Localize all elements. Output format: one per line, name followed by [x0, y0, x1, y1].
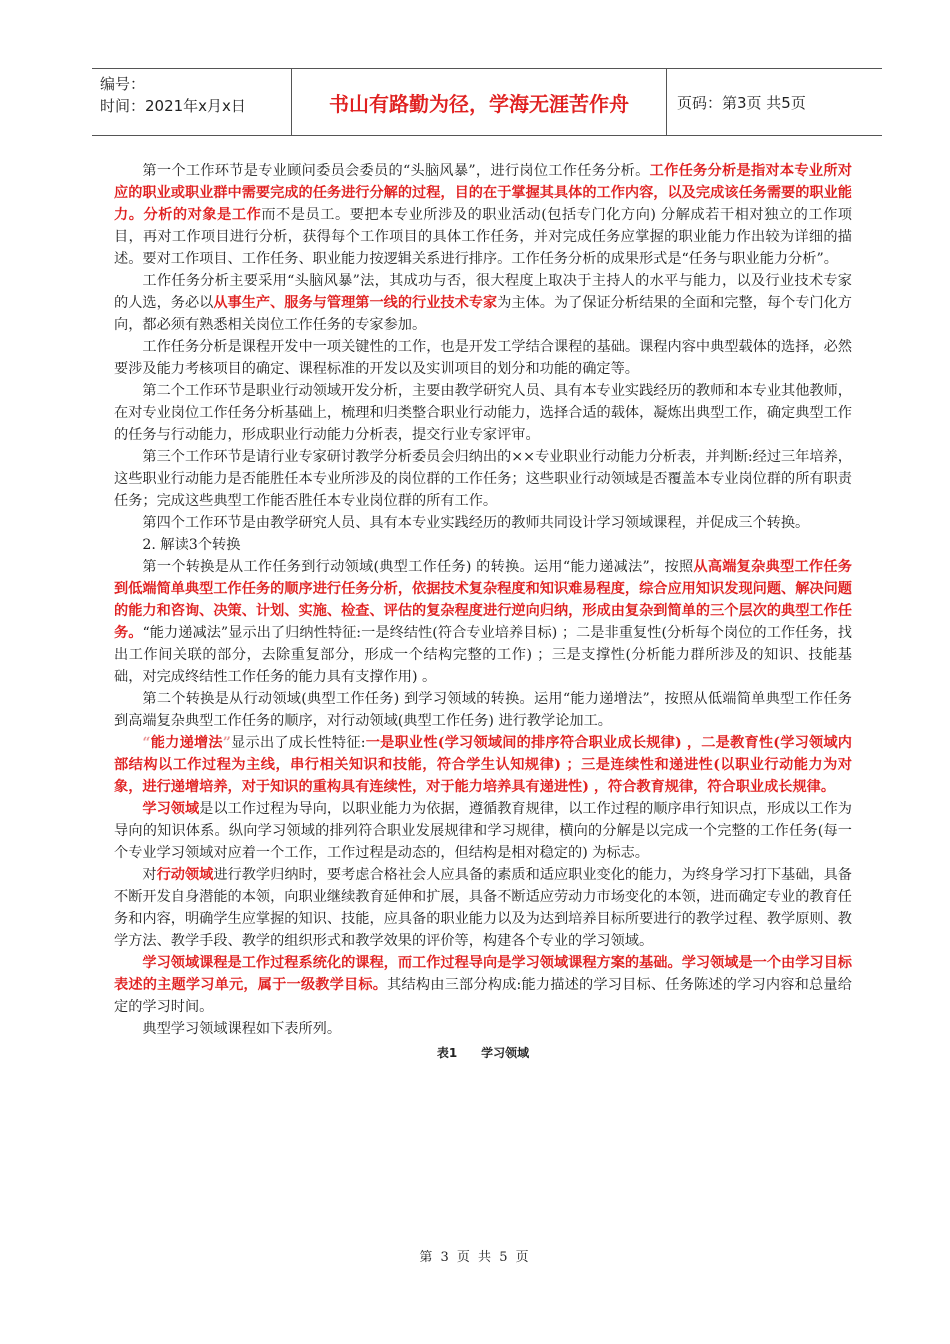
- page-footer: 第 3 页 共 5 页: [419, 1250, 531, 1265]
- document-number-label: 编号：: [100, 75, 146, 93]
- table-caption: 表1 学习领域: [436, 1046, 530, 1060]
- paragraph: 第四个工作环节是由教学研究人员、具有本专业实践经历的教师共同设计学习领域课程，并促成三个转换。: [142, 515, 810, 531]
- paragraph: 学习领域课程是工作过程系统化的课程，而工作过程导向是学习领域课程方案的基础。学习领域是一个由学习目标表述的主题学习单元，属于一级教学目标。其结构由三部分构成:能力描述的学习目标、任务陈述的学习内容和总量给定的学习时间。: [114, 955, 852, 1015]
- paragraph: 第一个工作环节是专业顾问委员会委员的“头脑风暴”，进行岗位工作任务分析。工作任务分析是指对本专业所对应的职业或职业群中需要完成的任务进行分解的过程，目的在于掌握其具体的工作内容，以及完成该任务需要的职业能力。分析的对象是工作而不是员工。要把本专业所涉及的职业活动(包括专门化方向) 分解成若干相对独立的工作项目，再对工作项目进行分析，获得每个工作项目的具体工作任务，并对完成任务应掌握的职业能力作出较为详细的描述。要对工作项目、工作任务、职业能力按逻辑关系进行排序。工作任务分析的成果形式是“任务与职业能力分析”。: [114, 163, 852, 267]
- section-heading: 2. 解读3个转换: [142, 537, 241, 553]
- paragraph: 工作任务分析主要采用“头脑风暴”法，其成功与否，很大程度上取决于主持人的水平与能力，以及行业技术专家的人选，务必以从事生产、服务与管理第一线的行业技术专家为主体。为了保证分析结果的全面和完整，每个专门化方向，都必须有熟悉相关岗位工作任务的专家参加。: [114, 273, 852, 333]
- header-meta: [92, 69, 292, 135]
- paragraph: 第三个工作环节是请行业专家研讨教学分析委员会归纳出的××专业职业行动能力分析表，并判断:经过三年培养，这些职业行动能力是否能胜任本专业所涉及的岗位群的工作任务；这些职业行动领域是否覆盖本专业岗位群的所有职责任务；完成这些典型工作能否胜任本专业岗位群的所有工作。: [114, 449, 852, 509]
- paragraph: 典型学习领域课程如下表所列。: [142, 1021, 342, 1037]
- paragraph: 第二个工作环节是职业行动领域开发分析，主要由教学研究人员、具有本专业实践经历的教师和本专业其他教师，在对专业岗位工作任务分析基础上，梳理和归类整合职业行动能力，选择合适的载体，凝炼出典型工作，确定典型工作的任务与行动能力，形成职业行动能力分析表，提交行业专家评审。: [114, 383, 852, 443]
- page-header: [92, 68, 882, 136]
- document-time-label: 时间：2021年x月x日: [100, 97, 246, 115]
- paragraph: 工作任务分析是课程开发中一项关键性的工作，也是开发工学结合课程的基础。课程内容中典型载体的选择，必然要涉及能力考核项目的确定、课程标准的开发以及实训项目的划分和功能的确定等。: [114, 339, 852, 377]
- header-page-number: 页码：第3页 共5页: [677, 93, 806, 112]
- paragraph: 第二个转换是从行动领域(典型工作任务) 到学习领域的转换。运用“能力递增法”，按照从低端简单典型工作任务到高端复杂典型工作任务的顺序，对行动领域(典型工作任务) 进行教学论加工。: [114, 691, 852, 729]
- paragraph: 学习领域是以工作过程为导向，以职业能力为依据，遵循教育规律，以工作过程的顺序串行知识点，形成以工作为导向的知识体系。纵向学习领域的排列符合职业发展规律和学习规律，横向的分解是以完成一个完整的工作任务(每一个专业学习领域对应着一个工作，工作过程是动态的，但结构是相对稳定的) 为标志。: [114, 801, 852, 861]
- header-motto: 书山有路勤为径，学海无涯苦作舟: [292, 69, 667, 135]
- paragraph: “能力递增法”显示出了成长性特征:一是职业性(学习领域间的排序符合职业成长规律) ，二是教育性(学习领域内部结构以工作过程为主线，串行相关知识和技能，符合学生认知规律) ；三是连续性和递进性(以职业行动能力为对象，进行递增培养，对于知识的重构具有连续性，对于能力培养具有递进性) ，符合教育规律，符合职业成长规律。: [114, 735, 852, 795]
- document-body: [114, 160, 852, 1064]
- paragraph: 第一个转换是从工作任务到行动领域(典型工作任务) 的转换。运用“能力递减法”，按照从高端复杂典型工作任务到低端简单典型工作任务的顺序进行任务分析，依据技术复杂程度和知识难易程度，综合应用知识发现问题、解决问题的能力和咨询、决策、计划、实施、检查、评估的复杂程度进行逆向归纳，形成由复杂到简单的三个层次的典型工作任务。“能力递减法”显示出了归纳性特征:一是终结性(符合专业培养目标) ；二是非重复性(分析每个岗位的工作任务，找出工作间关联的部分，去除重复部分，形成一个结构完整的工作) ；三是支撑性(分析能力群所涉及的知识、技能基础，对完成终结性工作任务的能力具有支撑作用) 。: [114, 559, 852, 685]
- paragraph: 对行动领域进行教学归纳时，要考虑合格社会人应具备的素质和适应职业变化的能力，为终身学习打下基础，具备不断开发自身潜能的本领，向职业继续教育延伸和扩展，具备不断适应劳动力市场变化的本领，进而确定专业的教育任务和内容，明确学生应掌握的知识、技能，应具备的职业能力以及为达到培养目标所要进行的教学过程、教学原则、教学方法、教学手段、教学的组织形式和教学效果的评价等，构建各个专业的学习领域。: [114, 867, 852, 949]
